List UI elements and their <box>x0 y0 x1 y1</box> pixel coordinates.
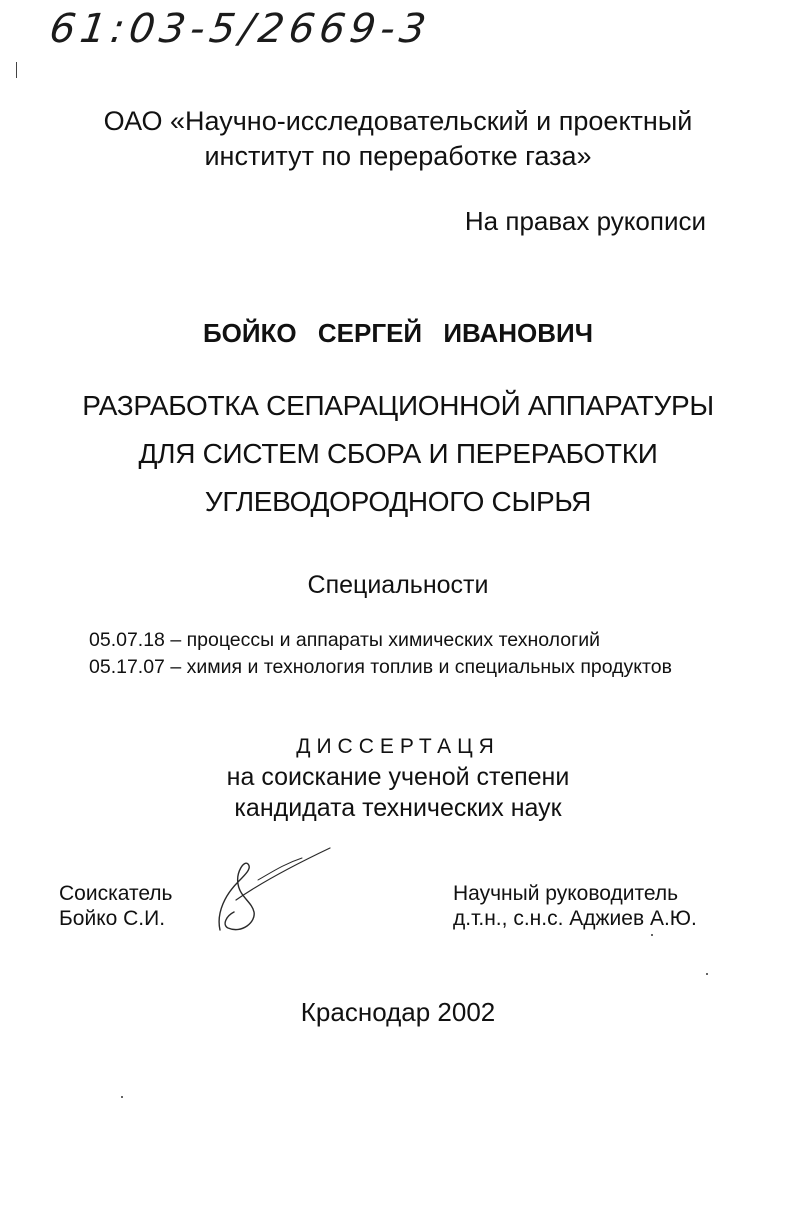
applicant-block <box>59 881 173 931</box>
author-name: БОЙКО СЕРГЕЙ ИВАНОВИЧ <box>202 318 594 348</box>
thesis-title-line-3: УГЛЕВОДОРОДНОГО СЫРЬЯ <box>204 486 592 517</box>
scan-speck <box>651 934 653 936</box>
signature <box>212 842 342 937</box>
dissertation-degree-line-2: кандидата технических наук <box>234 794 562 822</box>
specialty-item: 05.07.18 – процессы и аппараты химических технологий <box>89 629 600 651</box>
margin-mark <box>16 62 17 78</box>
thesis-title-line-1: РАЗРАБОТКА СЕПАРАЦИОННОЙ АППАРАТУРЫ <box>82 390 714 421</box>
dissertation-label: ДИССЕРТАЦЯ <box>296 735 500 758</box>
supervisor-block <box>453 881 697 931</box>
scan-speck <box>706 973 708 975</box>
supervisor-role: Научный руководитель <box>453 882 679 905</box>
specialties-list <box>89 627 672 681</box>
supervisor-name: д.т.н., с.н.с. Аджиев А.Ю. <box>453 907 697 930</box>
thesis-title-line-2: ДЛЯ СИСТЕМ СБОРА И ПЕРЕРАБОТКИ <box>138 438 658 469</box>
organization-line-2: институт по переработке газа» <box>204 141 592 171</box>
scan-speck <box>121 1096 123 1098</box>
thesis-title <box>0 382 796 526</box>
manuscript-notice: На правах рукописи <box>464 206 706 236</box>
dissertation-degree-line-1: на соискание ученой степени <box>226 763 570 791</box>
specialty-item: 05.17.07 – химия и технология топлив и специальных продуктов <box>89 656 672 678</box>
archive-code-handwritten: 61:03-5/2669-3 <box>46 6 434 52</box>
dissertation-degree <box>0 762 796 824</box>
specialties-heading: Специальности <box>307 571 489 599</box>
city-year: Краснодар 2002 <box>300 997 496 1027</box>
applicant-role: Соискатель <box>59 882 173 905</box>
organization-block <box>60 104 736 174</box>
applicant-name: Бойко С.И. <box>59 907 166 930</box>
organization-line-1: ОАО «Научно-исследовательский и проектный <box>103 106 693 136</box>
